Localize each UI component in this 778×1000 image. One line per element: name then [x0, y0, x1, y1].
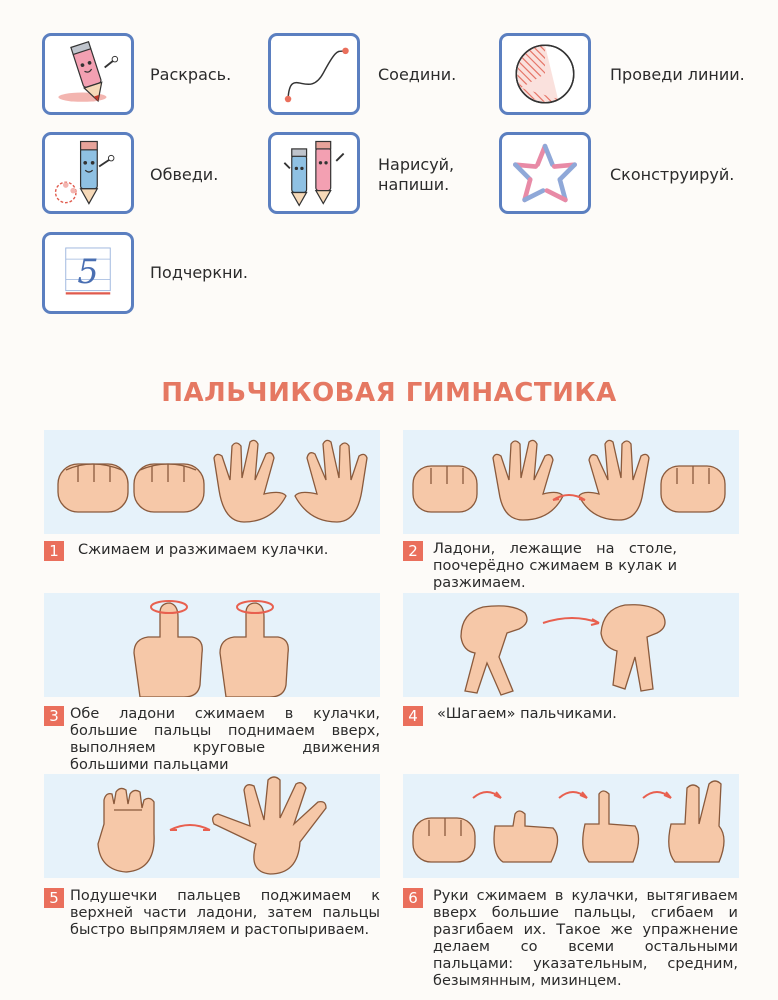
legend-label-draw: Нарисуй, напиши.: [378, 155, 455, 194]
open-palm-icon: [214, 440, 286, 522]
open-palm-icon: [295, 440, 367, 522]
exercise-3-text: Обе ладони сжимаем в кулачки, большие пальцы поднимаем вверх, выполняем круговые движения большими пальцами: [70, 706, 380, 773]
middle-up-fist-icon: [669, 781, 724, 862]
hatched-circle-icon: [502, 36, 588, 112]
exercise-3-number: 3: [44, 706, 64, 726]
thumb-up-icon: [220, 603, 288, 697]
spread-palm-icon: [213, 777, 326, 874]
exercise-1-illustration: [44, 430, 380, 534]
exercise-2-illustration: [403, 430, 739, 534]
stick-star-icon: [502, 135, 588, 211]
exercise-6-illustration: [403, 774, 739, 878]
exercise-5-number: 5: [44, 888, 64, 908]
arrow-icon: [473, 792, 671, 798]
fist-icon: [413, 818, 475, 862]
exercise-3-illustration: [44, 593, 380, 697]
legend-label-underline: Подчеркни.: [150, 263, 248, 282]
connect-curve-icon: [271, 36, 357, 112]
exercise-4-text: «Шагаем» пальчиками.: [437, 706, 617, 722]
page-title: ПАЛЬЧИКОВАЯ ГИМНАСТИКА: [161, 378, 617, 408]
icon-box-underline: [42, 232, 134, 314]
exercise-4-illustration: [403, 593, 739, 697]
exercise-5-text: Подушечки пальцев поджимаем к верхней части ладони, затем пальцы быстро выпрямляем и растопыриваем.: [70, 888, 380, 938]
icon-box-lines: [499, 33, 591, 115]
fist-icon: [58, 464, 128, 512]
icon-box-trace: [42, 132, 134, 214]
icon-box-connect: [268, 33, 360, 115]
legend-label-color: Раскрась.: [150, 65, 232, 84]
index-up-fist-icon: [583, 791, 639, 862]
exercise-1-number: 1: [44, 541, 64, 561]
arrow-icon: [543, 618, 599, 623]
exercise-6-text: Руки сжимаем в кулачки, вытягиваем вверх большие пальцы, сгибаем и разгибаем их. Такое же упражнение делаем со всеми остальными пальцами: указательным, средним, безымянным, мизинцем.: [433, 888, 738, 989]
thumb-up-icon: [134, 603, 202, 697]
exercise-2-text: Ладони, лежащие на столе, поочерёдно сжимаем в кулак и разжимаем.: [433, 541, 677, 591]
exercise-6-number: 6: [403, 888, 423, 908]
bent-fingers-icon: [98, 788, 154, 872]
digit-5: 5: [77, 252, 99, 292]
icon-box-draw: [268, 132, 360, 214]
exercise-2-number: 2: [403, 541, 423, 561]
two-pencils-icon: [271, 135, 357, 211]
pencil-character-icon: [45, 36, 131, 112]
thumb-up-fist-icon: [494, 811, 558, 862]
legend-label-construct: Сконструируй.: [610, 165, 735, 184]
icon-box-color: [42, 33, 134, 115]
fist-icon: [134, 464, 204, 512]
exercise-4-number: 4: [403, 706, 423, 726]
underlined-digit-icon: [45, 235, 131, 311]
exercise-1-text: Сжимаем и разжимаем кулачки.: [78, 542, 329, 558]
exercise-5-illustration: [44, 774, 380, 878]
legend-label-lines: Проведи линии.: [610, 65, 745, 84]
blue-pencil-character-icon: [45, 135, 131, 211]
legend-label-connect: Соедини.: [378, 65, 457, 84]
legend-label-trace: Обведи.: [150, 165, 219, 184]
icon-box-construct: [499, 132, 591, 214]
